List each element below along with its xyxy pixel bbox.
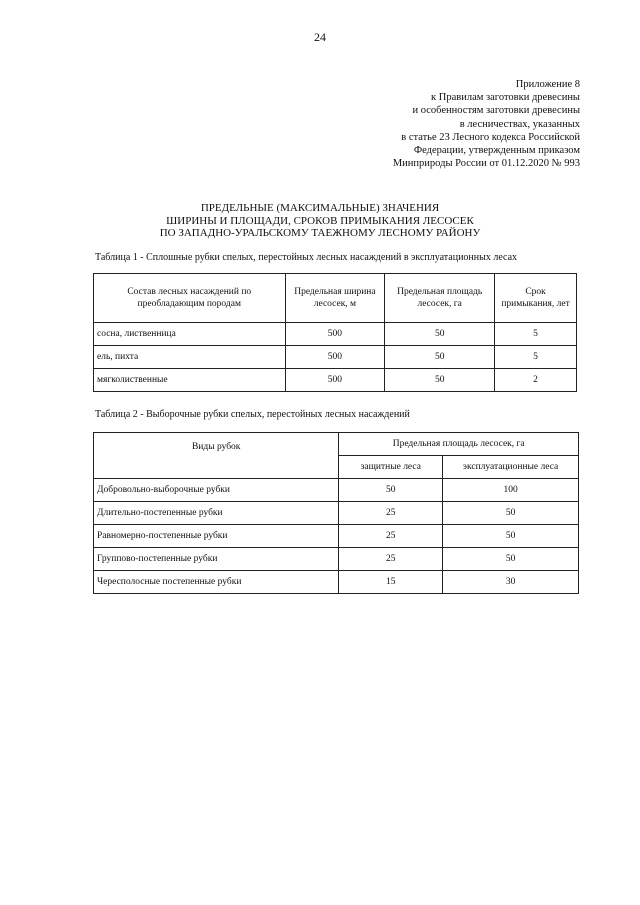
table-row [94, 323, 577, 346]
appendix-line: в лесничествах, указанных [459, 118, 580, 130]
column-header: Виды рубок [94, 433, 339, 479]
table-row [94, 571, 579, 594]
table-cell: 15 [339, 571, 443, 594]
table-cell: 500 [285, 323, 385, 346]
table-row [94, 502, 579, 525]
table-cell: 50 [385, 323, 495, 346]
appendix-reference [393, 78, 580, 170]
table-header-row [94, 274, 577, 323]
table-cell: 500 [285, 369, 385, 392]
table-cell: 5 [495, 346, 577, 369]
appendix-line: Приложение 8 [515, 79, 580, 90]
table-cell: Добровольно-выборочные рубки [94, 479, 339, 502]
page-number: 24 [314, 30, 326, 44]
table-row [94, 369, 577, 392]
column-subheader: защитные леса [339, 456, 443, 479]
column-subheader: эксплуатационные леса [443, 456, 579, 479]
table-cell: ель, пихта [94, 346, 286, 369]
table-cell: Чересполосные постепенные рубки [94, 571, 339, 594]
table-row [94, 525, 579, 548]
table-cell: 5 [495, 323, 577, 346]
table-cell: 100 [443, 479, 579, 502]
table2-caption: Таблица 2 - Выборочные рубки спелых, перестойных лесных насаждений [95, 409, 410, 420]
table1-clear-cutting [93, 273, 577, 392]
title-line: ПО ЗАПАДНО-УРАЛЬСКОМУ ТАЕЖНОМУ ЛЕСНОМУ РАЙОНУ [159, 227, 481, 240]
table-row [94, 479, 579, 502]
column-header: Предельная площадь лесосек, га [385, 274, 495, 323]
table-cell: 25 [339, 525, 443, 548]
appendix-line: в статье 23 Лесного кодекса Российской [401, 131, 580, 143]
table-row [94, 346, 577, 369]
column-header: Предельная ширина лесосек, м [285, 274, 385, 323]
column-header: Предельная площадь лесосек, га [339, 433, 579, 456]
title-line: ШИРИНЫ И ПЛОЩАДИ, СРОКОВ ПРИМЫКАНИЯ ЛЕСОСЕК [166, 214, 474, 227]
appendix-line: Минприроды России от 01.12.2020 № 993 [392, 158, 580, 170]
column-header: Срок примыкания, лет [495, 274, 577, 323]
table-cell: 25 [339, 502, 443, 525]
column-header: Состав лесных насаждений по преобладающим породам [94, 274, 286, 323]
table-cell: 50 [385, 369, 495, 392]
title-line: ПРЕДЕЛЬНЫЕ (МАКСИМАЛЬНЫЕ) ЗНАЧЕНИЯ [200, 202, 440, 214]
table-cell: 30 [443, 571, 579, 594]
table-cell: Длительно-постепенные рубки [94, 502, 339, 525]
table-cell: 2 [495, 369, 577, 392]
table1-caption: Таблица 1 - Сплошные рубки спелых, перестойных лесных насаждений в эксплуатационных лесах [95, 252, 518, 263]
table-cell: 50 [385, 346, 495, 369]
table-cell: 50 [443, 525, 579, 548]
table2-selective-cutting [93, 432, 579, 594]
appendix-line: и особенностям заготовки древесины [412, 105, 580, 117]
appendix-line: Федерации, утвержденным приказом [413, 145, 580, 157]
table-header-row [94, 433, 579, 456]
table-cell: 50 [443, 548, 579, 571]
table-cell: 25 [339, 548, 443, 571]
table-cell: 50 [339, 479, 443, 502]
table-cell: мягколиственные [94, 369, 286, 392]
table-cell: Равномерно-постепенные рубки [94, 525, 339, 548]
table-cell: сосна, лиственница [94, 323, 286, 346]
table-cell: 500 [285, 346, 385, 369]
table-cell: Группово-постепенные рубки [94, 548, 339, 571]
table-row [94, 548, 579, 571]
document-title [0, 202, 640, 240]
table-cell: 50 [443, 502, 579, 525]
appendix-line: к Правилам заготовки древесины [431, 92, 580, 104]
